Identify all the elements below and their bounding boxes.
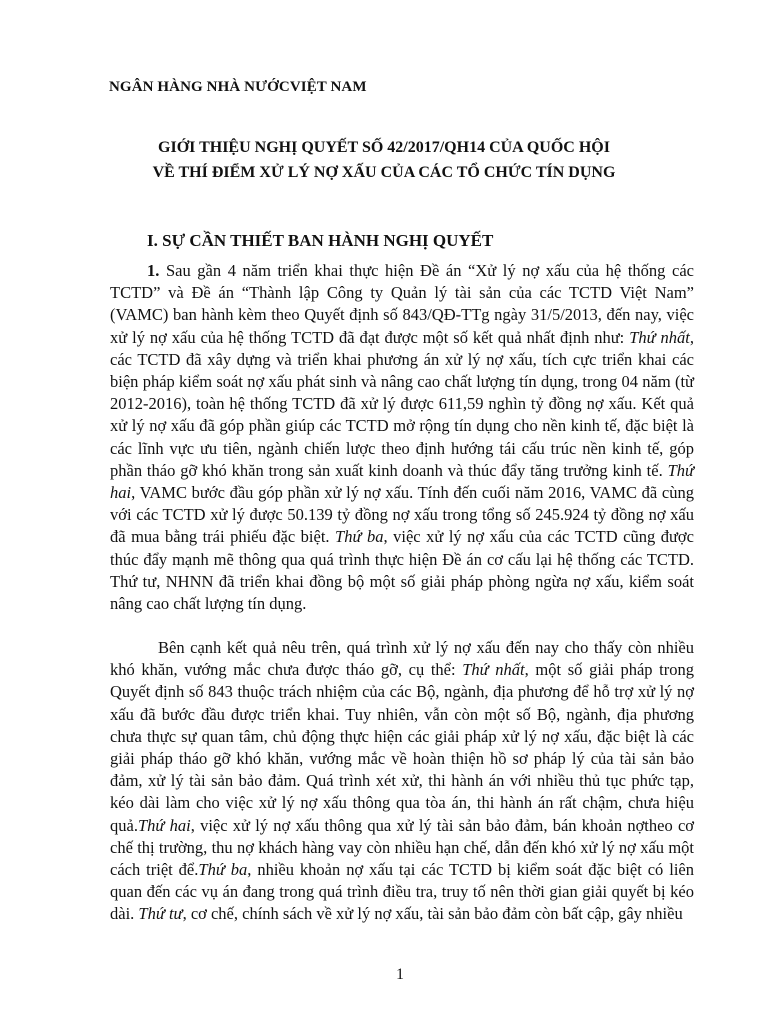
emphasis-text: Thứ nhất [629, 327, 690, 347]
page-number: 1 [396, 966, 404, 983]
paragraph-text: , các TCTD đã xây dựng và triển khai phương án xử lý nợ xấu, tích cực triển khai các biện pháp kiểm soát nợ xấu phát sinh và nâng cao chất lượng tín dụng, trong 04 năm (từ 2012-2016), toàn hệ thống TCTD đã xử lý được 611,59 nghìn tỷ đồng nợ xấu. Kết quả xử lý nợ xấu đã góp phần giúp các TCTD mở rộng tín dụng cho nền kinh tế, đặc biệt là các lĩnh vực ưu tiên, ngành chiến lược theo định hướng tái cấu trúc nền kinh tế, góp phần tháo gỡ khó khăn trong sản xuất kinh doanh và thúc đẩy tăng trưởng kinh tế. [110, 327, 694, 480]
emphasis-text: Thứ tư [138, 904, 183, 924]
paragraph-text: , VAMC bước đầu góp phần xử lý nợ xấu. Tính đến cuối năm 2016, VAMC đã cùng với các TCTD xử lý được 50.139 tỷ đồng nợ xấu trong tổng số 245.924 tỷ đồng nợ xấu đã mua bằng trái phiếu đặc biệt. [110, 483, 694, 547]
issuing-organization: NGÂN HÀNG NHÀ NƯỚCVIỆT NAM [109, 79, 367, 95]
emphasis-text: Thứ hai [137, 815, 191, 835]
paragraph-text: , việc xử lý nợ xấu của các TCTD cũng được thúc đẩy mạnh mẽ thông qua quá trình thực hiện Đề án cơ cấu lại hệ thống các TCTD. Thứ tư, NHNN đã triển khai đồng bộ một số giải pháp phòng ngừa nợ xấu, kiểm soát nâng cao chất lượng tín dụng. [110, 527, 694, 614]
paragraph-text: , cơ chế, chính sách về xử lý nợ xấu, tài sản bảo đảm còn bất cập, gây nhiều [182, 904, 683, 924]
emphasis-text: Thứ nhất [462, 660, 525, 680]
paragraph-text: , một số giải pháp trong Quyết định số 843 thuộc trách nhiệm của các Bộ, ngành, địa phương để hỗ trợ xử lý nợ xấu đã bước đầu được triển khai. Tuy nhiên, vẫn còn một số Bộ, ngành, địa phương chưa thực sự quan tâm, chủ động thực hiện các giải pháp xử lý nợ xấu, đặc biệt là các giải pháp tháo gỡ khó khăn, vướng mắc về hoàn thiện hồ sơ pháp lý của tài sản bảo đảm, xử lý tài sản bảo đảm. Quá trình xét xử, thi hành án với nhiều thủ tục phức tạp, kéo dài làm cho việc xử lý nợ xấu thông qua tòa án, thi hành án rất chậm, chưa hiệu quả. [110, 660, 695, 835]
paragraph-text: , việc xử lý nợ xấu thông qua xử lý tài sản bảo đảm, bán khoản nợtheo cơ chế thị trường, thu nợ khách hàng vay còn nhiều hạn chế, dẫn đến khó xử lý nợ xấu một cách triệt để. [110, 815, 694, 880]
emphasis-text: Thứ ba [198, 860, 248, 880]
paragraph-text: Sau gần 4 năm triển khai thực hiện Đề án “Xử lý nợ xấu của hệ thống các TCTD” và Đề án “Thành lập Công ty Quản lý tài sản của các TCTD Việt Nam” (VAMC) ban hành kèm theo Quyết định số 843/QĐ-TTg ngày 31/5/2013, đến nay, việc xử lý nợ xấu của hệ thống TCTD đã đạt được một số kết quả nhất định như: [110, 261, 694, 347]
paragraph-1 [110, 260, 694, 615]
emphasis-text: Thứ ba [335, 527, 384, 547]
paragraph-2 [110, 637, 694, 926]
paragraph-number: 1. [147, 261, 160, 280]
paragraph-text: , nhiều khoản nợ xấu tại các TCTD bị kiểm soát đặc biệt có liên quan đến các vụ án đang trong quá trình điều tra, truy tố nên thời gian giải quyết bị kéo dài. [110, 860, 694, 924]
emphasis-text: Thứ hai [110, 460, 694, 503]
paragraph-text: Bên cạnh kết quả nêu trên, quá trình xử lý nợ xấu đến nay cho thấy còn nhiều khó khăn, vướng mắc chưa được tháo gỡ, cụ thể: [110, 638, 694, 680]
section-heading: I. SỰ CẦN THIẾT BAN HÀNH NGHỊ QUYẾT [147, 231, 494, 250]
document-title-line-2: VỀ THÍ ĐIỂM XỬ LÝ NỢ XẤU CỦA CÁC TỔ CHỨC TÍN DỤNG [152, 164, 616, 181]
document-title-line-1: GIỚI THIỆU NGHỊ QUYẾT SỐ 42/2017/QH14 CỦA QUỐC HỘI [158, 139, 610, 156]
